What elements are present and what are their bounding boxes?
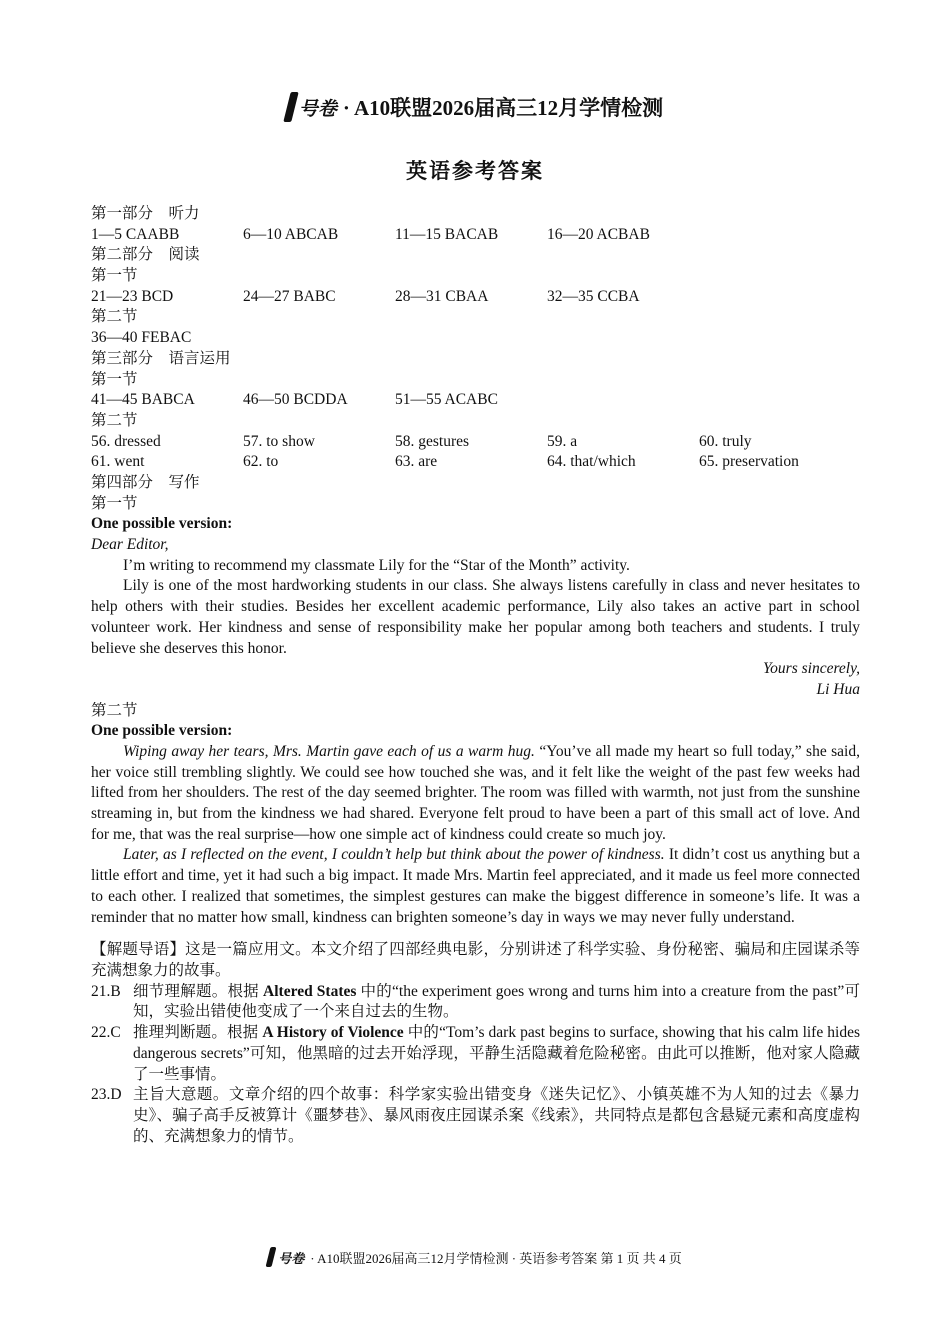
- paragraph-opening: Wiping away her tears, Mrs. Martin gave each of us a warm hug.: [123, 742, 535, 760]
- footer-logo: [268, 1247, 304, 1267]
- answer-item: 60. truly: [699, 432, 752, 450]
- paragraph-opening: Later, as I reflected on the event, I couldn’t help but think about the power of kindness.: [123, 846, 665, 864]
- analysis-text-part: 细节理解题。根据: [133, 982, 264, 1000]
- part2-sec1-answers: [91, 287, 860, 308]
- section-heading: 第一节: [91, 494, 138, 512]
- answer-item: 62. to: [243, 453, 279, 471]
- letter-paragraph: I’m writing to recommend my classmate Lily for the “Star of the Month” activity.: [123, 556, 630, 574]
- part3-sec2-row: [91, 452, 860, 473]
- section-heading: 第二节: [91, 411, 138, 429]
- part3-sec2-row: [91, 432, 860, 453]
- section-heading: 第二节: [91, 308, 138, 326]
- logo-mark-icon: [266, 1247, 277, 1267]
- question-number: 23.D: [91, 1086, 122, 1104]
- answer-group: 16—20 ACBAB: [547, 225, 650, 243]
- answer-group: 32—35 CCBA: [547, 287, 640, 305]
- version-label: One possible version:: [91, 515, 233, 533]
- answer-key-body: [91, 204, 860, 1147]
- answer-item: 57. to show: [243, 432, 315, 450]
- analysis-item: [91, 1085, 860, 1147]
- brand-logo: [287, 92, 337, 122]
- analysis-text: [133, 1023, 860, 1085]
- exam-title: · A10联盟2026届高三12月学情检测: [342, 96, 664, 120]
- letter-signature: Li Hua: [816, 680, 860, 698]
- part1-answers: [91, 225, 860, 246]
- answer-group: 6—10 ABCAB: [243, 225, 339, 243]
- analysis-text-part: 中的“Tom’s dark past begins to surface, showing that his calm life hides dangerous secrets”可知，他黑暗的过去开始浮现，平静生活隐藏着危险秘密。由此可以推断，他对家人隐藏了一些事情。: [133, 1024, 860, 1083]
- part4-heading: 第四部分 写作: [91, 473, 200, 491]
- footer-text: · A10联盟2026届高三12月学情检测 · 英语参考答案 第 1 页 共 4 页: [310, 1250, 682, 1266]
- answer-key-title: 英语参考答案: [406, 159, 544, 183]
- analysis-item: [91, 982, 860, 1023]
- section-heading: 第二节: [91, 701, 138, 719]
- film-title: Altered States: [263, 982, 357, 1000]
- part1-heading: 第一部分 听力: [91, 205, 200, 222]
- paragraph-body: “You’ve all made my heart so full today,” she said, her voice still trembling slightly. We could see how touched she was, and it felt like the weight of the past few weeks had lifted from her shoulders. The rest of the day seemed brighter. The room was filled with warmth, not just from the sunshine streaming in, but from the kindness we had shared. Everyone felt proud to have been a part of this small act of love. And for me, that was the real surprise—how one simple act of kindness could create so much joy.: [91, 742, 860, 843]
- analysis-text: 主旨大意题。文章介绍的四个故事：科学家实验出错变身《迷失记忆》、小镇英雄不为人知的过去《暴力史》、骗子高手反被算计《噩梦巷》、暴风雨夜庄园谋杀案《线索》，共同特点是都包含悬疑元素和高度虚构的、充满想象力的情节。: [133, 1086, 860, 1145]
- question-number: 21.B: [91, 982, 121, 1000]
- page-footer: [0, 1247, 950, 1267]
- film-title: A History of Violence: [262, 1024, 404, 1042]
- letter-salutation: Dear Editor,: [91, 536, 169, 553]
- analysis-text-part: 中的“the experiment goes wrong and turns him into a creature from the past”可知，实验出错使他变成了一个来自过去的生物。: [133, 982, 860, 1021]
- answer-group: 46—50 BCDDA: [243, 391, 348, 409]
- story-paragraph: [91, 742, 860, 846]
- analysis-text-part: 推理判断题。根据: [133, 1024, 263, 1042]
- answer-item: 61. went: [91, 453, 145, 471]
- answer-item: 65. preservation: [699, 453, 799, 471]
- subtitle-block: [0, 155, 950, 185]
- part3-heading: 第三部分 语言运用: [91, 349, 231, 367]
- part2-sec2-answers: 36—40 FEBAC: [91, 329, 192, 347]
- logo-mark-icon: [283, 92, 298, 122]
- analysis-item: [91, 1023, 860, 1085]
- part3-sec1-answers: [91, 390, 860, 411]
- analysis-intro: 【解题导语】这是一篇应用文。本文介绍了四部经典电影，分别讲述了科学实验、身份秘密、骗局和庄园谋杀等充满想象力的故事。: [91, 941, 860, 979]
- paragraph-body: It didn’t cost us anything but a little effort and time, yet it had such a big impact. It made Mrs. Martin feel appreciated, and it made us feel more connected to each other. I realized that sometimes, the simplest gestures can make the biggest difference in someone’s life. It was a reminder that no matter how small, kindness can brighten someone’s day in ways we may never fully understand.: [91, 846, 860, 926]
- answer-group: 28—31 CBAA: [395, 287, 489, 305]
- story-paragraph: [91, 845, 860, 928]
- letter-paragraph: Lily is one of the most hardworking students in our class. She always listens carefully in class and never hesitates to help others with their studies. Besides her excellent academic performance, Lily also takes an active part in school volunteer work. Her kindness and sense of responsibility make her popular among both teachers and students. I truly believe she deserves this honor.: [91, 577, 860, 657]
- answer-group: 11—15 BACAB: [395, 225, 499, 243]
- part2-heading: 第二部分 阅读: [91, 246, 200, 264]
- logo-text: 号卷: [298, 97, 337, 120]
- section-heading: 第一节: [91, 267, 138, 285]
- section-heading: 第一节: [91, 370, 138, 388]
- answer-group: 51—55 ACABC: [395, 391, 498, 409]
- version-label: One possible version:: [91, 722, 233, 740]
- answer-group: 21—23 BCD: [91, 287, 174, 305]
- letter-closing: Yours sincerely,: [762, 660, 860, 678]
- answer-group: 24—27 BABC: [243, 287, 336, 305]
- answer-item: 56. dressed: [91, 432, 161, 450]
- analysis-text: [133, 982, 860, 1023]
- question-number: 22.C: [91, 1024, 121, 1042]
- page-title: [287, 92, 663, 122]
- answer-item: 59. a: [547, 432, 578, 450]
- answer-item: 64. that/which: [547, 453, 636, 471]
- answer-item: 58. gestures: [395, 432, 470, 450]
- title-block: [0, 92, 950, 127]
- answer-group: 41—45 BABCA: [91, 391, 195, 409]
- answer-item: 63. are: [395, 453, 438, 471]
- answer-group: 1—5 CAABB: [91, 225, 180, 243]
- logo-text: 号卷: [278, 1251, 305, 1267]
